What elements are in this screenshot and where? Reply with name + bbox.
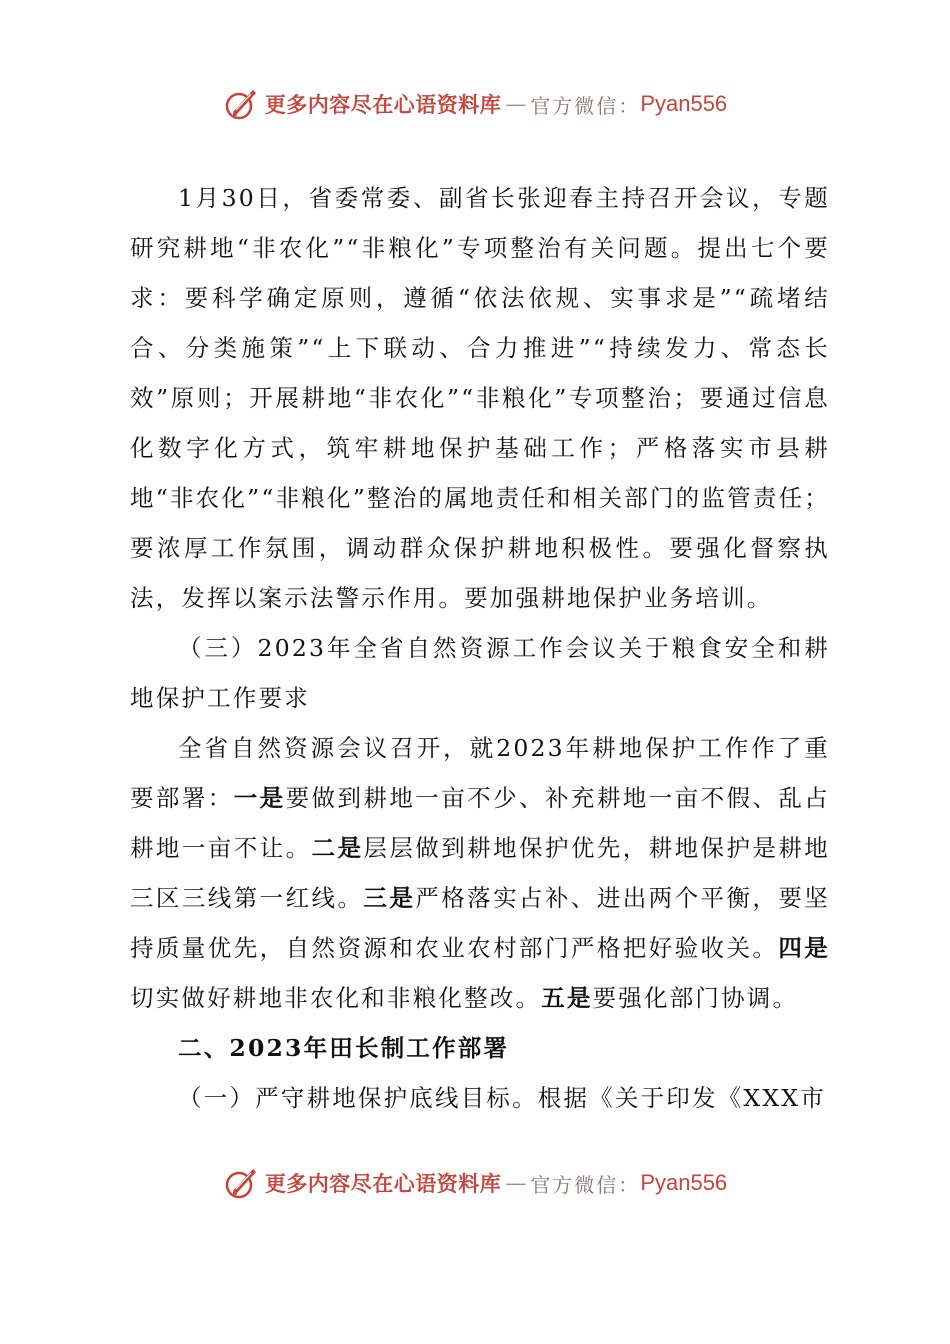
point-five-text: 要强化部门协调。 xyxy=(592,984,799,1012)
watermark-brand-text: 更多内容尽在心语资料库 xyxy=(264,92,502,117)
quill-pen-logo-icon xyxy=(223,86,259,122)
paragraph-section-three-title: （三）2023年全省自然资源工作会议关于粮食安全和耕地保护工作要求 xyxy=(130,634,830,712)
document-body xyxy=(130,173,830,1123)
paragraph-provincial-deployment xyxy=(130,723,830,1023)
watermark-header xyxy=(0,84,950,124)
paragraph-farmland-bottom-line: （一）严守耕地保护底线目标。根据《关于印发《XXX市 xyxy=(178,1084,826,1112)
quill-pen-logo-icon xyxy=(223,1165,259,1201)
deployment-intro: 全省自然资源会议召开，就2023年耕地保护工作作了重要部署： xyxy=(130,734,830,812)
watermark-dash: — xyxy=(505,92,527,116)
section-heading-2023-field-chief: 二、2023年田长制工作部署 xyxy=(178,1034,510,1062)
point-five-keyword: 五是 xyxy=(541,984,593,1012)
watermark-wechat-label: 官方微信： xyxy=(530,93,641,118)
point-four-text: 切实做好耕地非农化和非粮化整改。 xyxy=(130,984,542,1012)
point-four-keyword: 四是 xyxy=(778,934,830,962)
watermark-wechat-id: Pyan556 xyxy=(640,1170,728,1195)
watermark-dash: — xyxy=(505,1171,527,1195)
point-one-text: 要做到耕地一亩不少、补充耕地一亩不假、乱占耕地一亩不让。 xyxy=(130,784,830,862)
point-three-keyword: 三是 xyxy=(363,884,416,912)
watermark-wechat-label: 官方微信： xyxy=(530,1172,641,1197)
watermark-brand-text: 更多内容尽在心语资料库 xyxy=(264,1171,502,1196)
watermark-footer xyxy=(0,1163,950,1203)
point-two-keyword: 二是 xyxy=(311,834,364,862)
paragraph-meeting-requirements: 1月30日，省委常委、副省长张迎春主持召开会议，专题研究耕地“非农化”“非粮化”专项整治有关问题。提出七个要求：要科学确定原则，遵循“依法依规、实事求是”“疏堵结合、分类施策”“上下联动、合力推进”“持续发力、常态长效”原则；开展耕地“非农化”“非粮化”专项整治；要通过信息化数字化方式，筑牢耕地保护基础工作；严格落实市县耕地“非农化”“非粮化”整治的属地责任和相关部门的监管责任；要浓厚工作氛围，调动群众保护耕地积极性。要强化督察执法，发挥以案示法警示作用。要加强耕地保护业务培训。 xyxy=(130,184,830,612)
point-two-text: 层层做到耕地保护优先，耕地保护是耕地三区三线第一红线。 xyxy=(130,834,830,912)
point-one-keyword: 一是 xyxy=(233,784,286,812)
watermark-wechat-id: Pyan556 xyxy=(640,91,728,116)
point-three-text: 严格落实占补、进出两个平衡，要坚持质量优先，自然资源和农业农村部门严格把好验收关。 xyxy=(130,884,830,962)
